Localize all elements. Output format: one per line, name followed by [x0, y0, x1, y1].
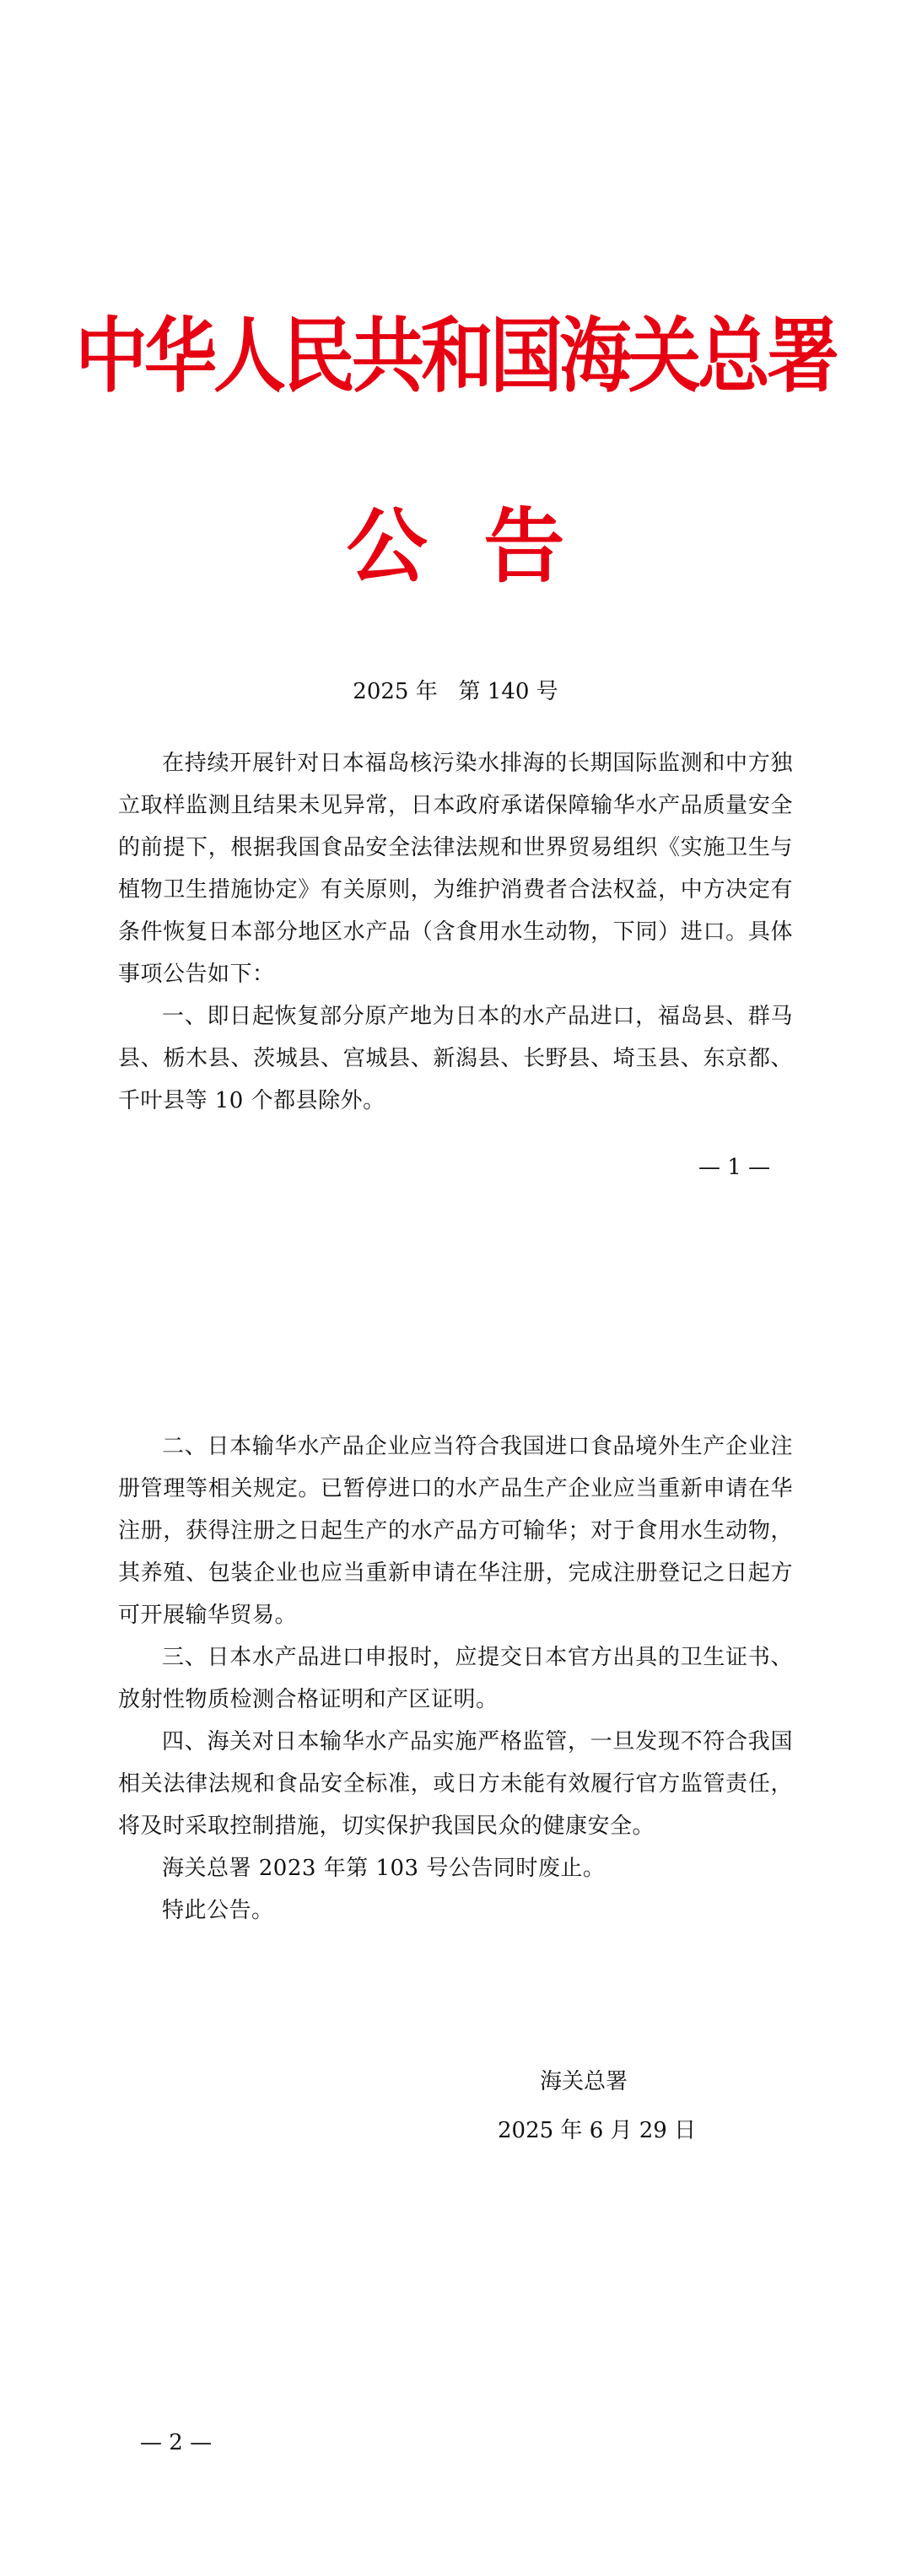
item-3-paragraph: 三、日本水产品进口申报时，应提交日本官方出具的卫生证书、放射性物质检测合格证明和产区证明。 — [118, 1645, 793, 1712]
signature-date: 2025 年 6 月 29 日 — [498, 2118, 697, 2143]
intro-paragraph: 在持续开展针对日本福岛核污染水排海的长期国际监测和中方独立取样监测且结果未见异常，日本政府承诺保障输华水产品质量安全的前提下，根据我国食品安全法律法规和世界贸易组织《实施卫生与植物卫生措施协定》有关原则，为维护消费者合法权益，中方决定有条件恢复日本部分地区水产品（含食用水生动物，下同）进口。具体事项公告如下： — [118, 751, 793, 987]
item-1-paragraph: 一、即日起恢复部分原产地为日本的水产品进口，福岛县、群马县、栃木县、茨城县、宫城县、新潟县、长野县、埼玉县、东京都、千叶县等 10 个都县除外。 — [118, 1004, 793, 1113]
agency-title: 中华人民共和国海关总署 — [75, 308, 836, 404]
repeal-paragraph: 海关总署 2023 年第 103 号公告同时废止。 — [162, 1856, 606, 1881]
item-2-paragraph: 二、日本输华水产品企业应当符合我国进口食品境外生产企业注册管理等相关规定。已暂停进口的水产品生产企业应当重新申请在华注册，获得注册之日起生产的水产品方可输华；对于食用水生动物，其养殖、包装企业也应当重新申请在华注册，完成注册登记之日起方可开展输华贸易。 — [118, 1434, 793, 1628]
page-number-2: — 2 — — [140, 2430, 213, 2455]
document-number: 2025 年 第 140 号 — [353, 679, 558, 704]
closing-paragraph: 特此公告。 — [162, 1898, 274, 1923]
item-4-paragraph: 四、海关对日本输华水产品实施严格监管，一旦发现不符合我国相关法律法规和食品安全标准，或日方未能有效履行官方监管责任，将及时采取控制措施，切实保护我国民众的健康安全。 — [118, 1729, 793, 1839]
signature-organization: 海关总署 — [540, 2069, 628, 2094]
page-number-1: — 1 — — [698, 1155, 771, 1180]
notice-title: 公 告 — [346, 498, 565, 594]
